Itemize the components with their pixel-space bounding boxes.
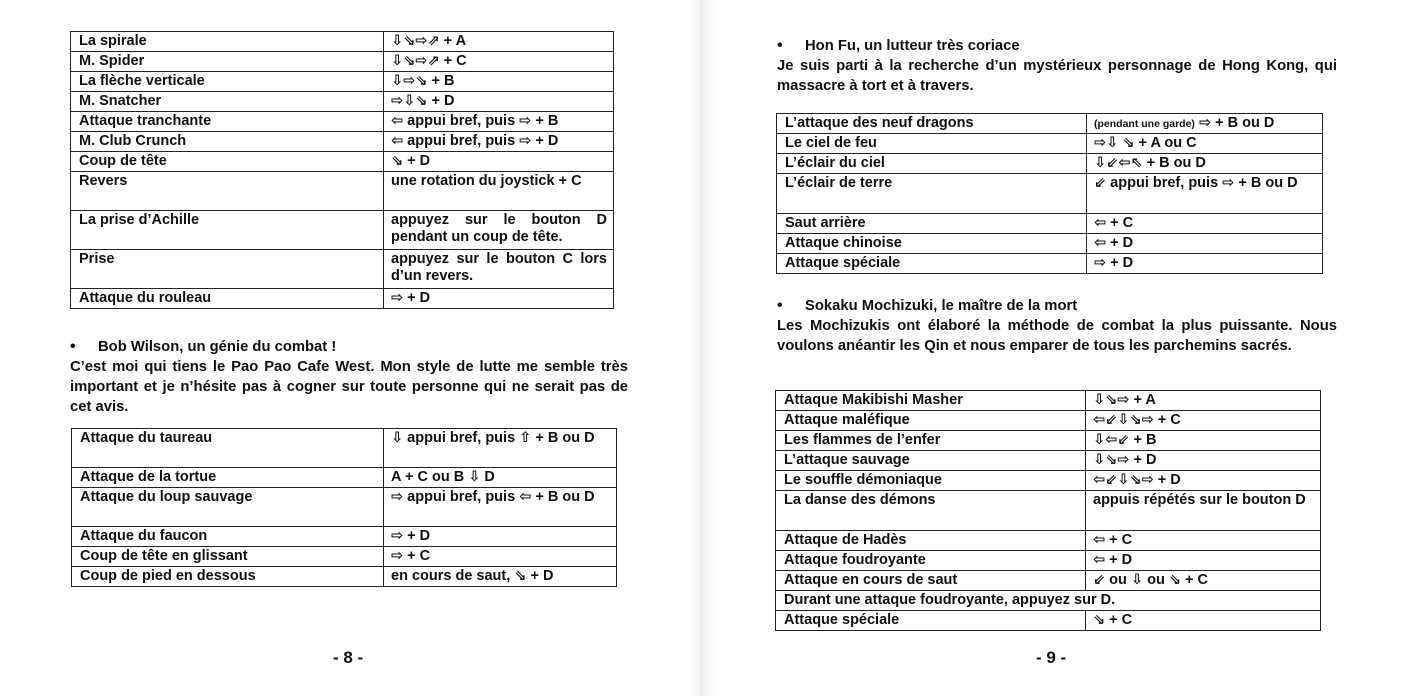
move-name: Attaque du faucon [72,527,384,547]
move-name: La spirale [71,32,384,52]
sokaku-heading: Sokaku Mochizuki, le maître de la mort [805,298,1078,314]
table-row [777,154,1323,174]
hon-paragraph: Je suis parti à la recherche d’un mystérieux personnage de Hong Kong, qui massacre à tort et à travers. [777,58,1337,94]
move-name: Saut arrière [777,214,1087,234]
move-command: ⇦⇙⇩⇘⇨ + D [1086,471,1321,491]
moves-table-1 [70,31,614,309]
move-command: ⇘ + D [384,152,614,172]
move-command: ⇦ appui bref, puis ⇨ + B [384,112,614,132]
move-command: appuis répétés sur le bouton D [1086,491,1321,531]
table-row [71,289,614,309]
move-command: ⇩⇘⇨ + D [1086,451,1321,471]
move-name: L’éclair du ciel [777,154,1087,174]
table-row [71,152,614,172]
move-name: La flèche verticale [71,72,384,92]
sokaku-section [777,296,1337,356]
move-name: Attaque de Hadès [776,531,1086,551]
move-command: ⇨ + D [384,289,614,309]
move-name: Attaque du taureau [72,429,384,468]
move-command: ⇦ appui bref, puis ⇨ + D [384,132,614,152]
table-row [776,471,1321,491]
table-row [777,134,1323,154]
move-command: ⇨⇩⇘ + D [384,92,614,112]
bob-heading: Bob Wilson, un génie du combat ! [98,339,337,355]
move-command-text: ⇨ + B ou D [1198,115,1275,131]
table-row [777,234,1323,254]
move-command: appuyez sur le bouton C lors d’un revers. [384,250,614,289]
move-name: Prise [71,250,384,289]
move-condition: (pendant une garde) [1094,118,1195,130]
move-command: ⇩⇙⇦⇖ + B ou D [1087,154,1323,174]
table-row [71,32,614,52]
right-page [702,0,1404,696]
move-name: Attaque foudroyante [776,551,1086,571]
table-row [776,431,1321,451]
bullet: • [70,338,76,355]
move-name: Attaque du rouleau [71,289,384,309]
table-row [72,488,617,527]
move-command: ⇙ ou ⇩ ou ⇘ + C [1086,571,1321,591]
table-row [776,531,1321,551]
move-name: Attaque de la tortue [72,468,384,488]
move-name: Coup de pied en dessous [72,567,384,587]
move-command: ⇩⇦⇙ + B [1086,431,1321,451]
move-command: ⇩⇘⇨ + A [1086,391,1321,411]
bob-heading-line [70,337,628,357]
move-command: ⇩⇨⇘ + B [384,72,614,92]
move-command: ⇨⇩ ⇘ + A ou C [1087,134,1323,154]
bob-section [70,337,628,417]
hon-heading-line [777,36,1337,56]
table-row [71,132,614,152]
table-row [776,571,1321,591]
table-row [71,52,614,72]
move-command: une rotation du joystick + C [384,172,614,211]
move-name: Attaque maléfique [776,411,1086,431]
table-row [776,551,1321,571]
move-name: Revers [71,172,384,211]
moves-table-4 [775,390,1321,631]
table-row [776,591,1321,611]
move-command: ⇩ appui bref, puis ⇧ + B ou D [384,429,617,468]
table-row [72,547,617,567]
bob-paragraph: C’est moi qui tiens le Pao Pao Cafe West. Mon style de lutte me semble très important et je n’hésite pas à cogner sur toute personne qui ne serait pas de cet avis. [70,359,628,415]
table-row [72,567,617,587]
move-command: ⇦ + C [1087,214,1323,234]
hon-section [777,36,1337,96]
sokaku-paragraph: Les Mochizukis ont élaboré la méthode de combat la plus puissante. Nous voulons anéantir les Qin et nous emparer de tous les parchemins sacrés. [777,318,1337,354]
move-command: ⇩⇘⇨⇗ + A [384,32,614,52]
move-name: L’attaque sauvage [776,451,1086,471]
move-name: Le souffle démoniaque [776,471,1086,491]
move-name: M. Club Crunch [71,132,384,152]
move-name: La prise d’Achille [71,211,384,250]
move-command: ⇨ + D [384,527,617,547]
table-row [71,172,614,211]
move-name: Attaque spéciale [777,254,1087,274]
moves-table-2 [71,428,617,587]
move-name: Attaque tranchante [71,112,384,132]
move-name: Attaque en cours de saut [776,571,1086,591]
table-row [71,112,614,132]
move-name: Attaque chinoise [777,234,1087,254]
move-name: Attaque spéciale [776,611,1086,631]
move-name: L’attaque des neuf dragons [777,114,1087,134]
move-command: appuyez sur le bouton D pendant un coup de tête. [384,211,614,250]
moves-table-3 [776,113,1323,274]
table-row [777,254,1323,274]
move-command [1087,114,1323,134]
move-command: ⇨ + D [1087,254,1323,274]
move-name: Le ciel de feu [777,134,1087,154]
page-number: - 9 - [1036,648,1067,667]
move-name: M. Snatcher [71,92,384,112]
move-command: ⇙ appui bref, puis ⇨ + B ou D [1087,174,1323,214]
move-command: ⇦ + D [1087,234,1323,254]
move-name: M. Spider [71,52,384,72]
bullet: • [777,37,783,54]
move-name: Les flammes de l’enfer [776,431,1086,451]
table-row [72,468,617,488]
move-command: ⇦⇙⇩⇘⇨ + C [1086,411,1321,431]
hon-heading: Hon Fu, un lutteur très coriace [805,38,1020,54]
move-command: ⇩⇘⇨⇗ + C [384,52,614,72]
table-row [71,211,614,250]
move-name: Attaque du loup sauvage [72,488,384,527]
table-row [72,527,617,547]
table-row [72,429,617,468]
bullet: • [777,297,783,314]
table-row [777,174,1323,214]
table-row [71,250,614,289]
move-command: ⇘ + C [1086,611,1321,631]
move-command: A + C ou B ⇩ D [384,468,617,488]
move-note: Durant une attaque foudroyante, appuyez sur D. [776,591,1321,611]
move-name: Coup de tête en glissant [72,547,384,567]
move-name: La danse des démons [776,491,1086,531]
table-row [777,114,1323,134]
sokaku-heading-line [777,296,1337,316]
page-number: - 8 - [333,648,364,667]
table-row [71,72,614,92]
table-row [776,411,1321,431]
move-command: en cours de saut, ⇘ + D [384,567,617,587]
table-row [776,391,1321,411]
move-name: Coup de tête [71,152,384,172]
table-row [776,451,1321,471]
move-name: Attaque Makibishi Masher [776,391,1086,411]
table-row [71,92,614,112]
table-row [777,214,1323,234]
move-command: ⇨ + C [384,547,617,567]
move-command: ⇦ + D [1086,551,1321,571]
move-command: ⇦ + C [1086,531,1321,551]
move-command: ⇨ appui bref, puis ⇦ + B ou D [384,488,617,527]
move-name: L’éclair de terre [777,174,1087,214]
table-row [776,611,1321,631]
table-row [776,491,1321,531]
